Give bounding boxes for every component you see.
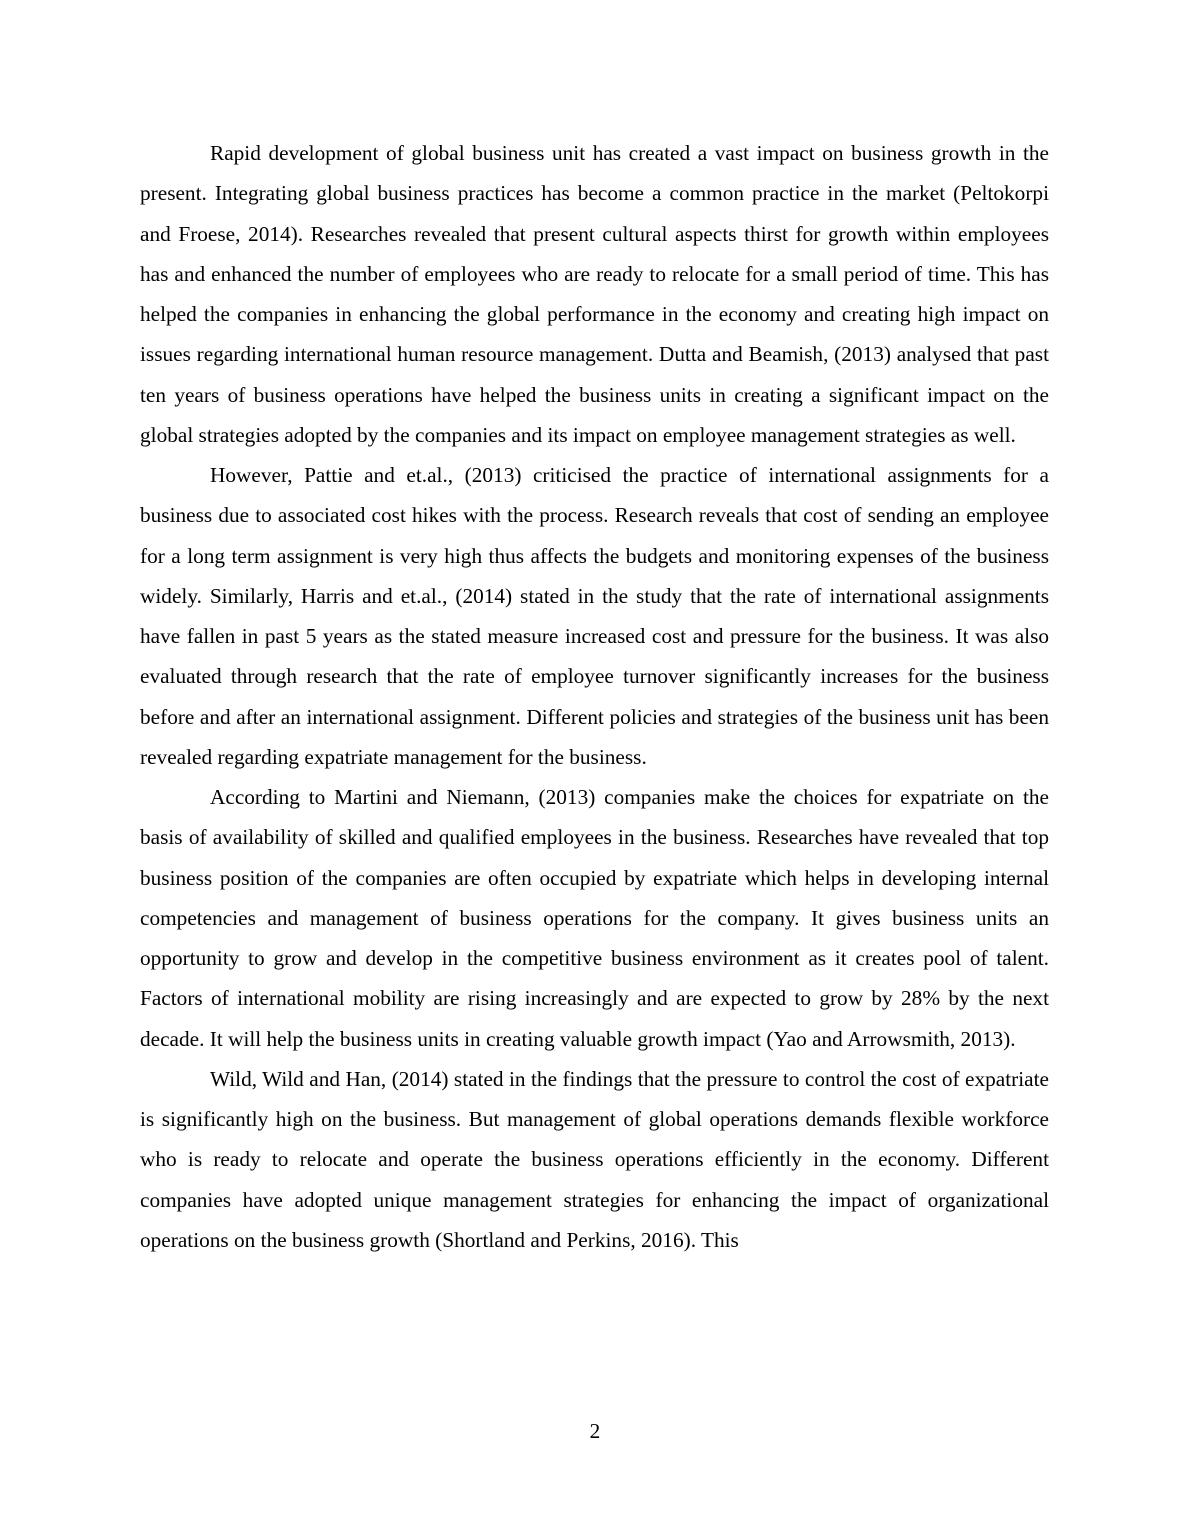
- paragraph-4: Wild, Wild and Han, (2014) stated in the findings that the pressure to control the cost of expatriate is significantly high on the business. But management of global operations demands flexible workforce who is ready to relocate and operate the business operations efficiently in the economy. Different companies have adopted unique management strategies for enhancing the impact of organizational operations on the business growth (Shortland and Perkins, 2016). This: [140, 1066, 1049, 1252]
- body-text: [140, 133, 1049, 1260]
- paragraph-2: However, Pattie and et.al., (2013) criticised the practice of international assignments for a business due to associated cost hikes with the process. Research reveals that cost of sending an employee for a long term assignment is very high thus affects the budgets and monitoring expenses of the business widely. Similarly, Harris and et.al., (2014) stated in the study that the rate of international assignments have fallen in past 5 years as the stated measure increased cost and pressure for the business. It was also evaluated through research that the rate of employee turnover significantly increases for the business before and after an international assignment. Different policies and strategies of the business unit has been revealed regarding expatriate management for the business.: [140, 463, 1049, 769]
- page-number: 2: [589, 1419, 601, 1443]
- paragraph-1: Rapid development of global business unit has created a vast impact on business growth in the present. Integrating global business practices has become a common practice in the market (Peltokorpi and Froese, 2014). Researches revealed that present cultural aspects thirst for growth within employees has and enhanced the number of employees who are ready to relocate for a small period of time. This has helped the companies in enhancing the global performance in the economy and creating high impact on issues regarding international human resource management. Dutta and Beamish, (2013) analysed that past ten years of business operations have helped the business units in creating a significant impact on the global strategies adopted by the companies and its impact on employee management strategies as well.: [140, 141, 1049, 447]
- paragraph-3: According to Martini and Niemann, (2013) companies make the choices for expatriate on the basis of availability of skilled and qualified employees in the business. Researches have revealed that top business position of the companies are often occupied by expatriate which helps in developing internal competencies and management of business operations for the company. It gives business units an opportunity to grow and develop in the competitive business environment as it creates pool of talent. Factors of international mobility are rising increasingly and are expected to grow by 28% by the next decade. It will help the business units in creating valuable growth impact (Yao and Arrowsmith, 2013).: [140, 785, 1049, 1051]
